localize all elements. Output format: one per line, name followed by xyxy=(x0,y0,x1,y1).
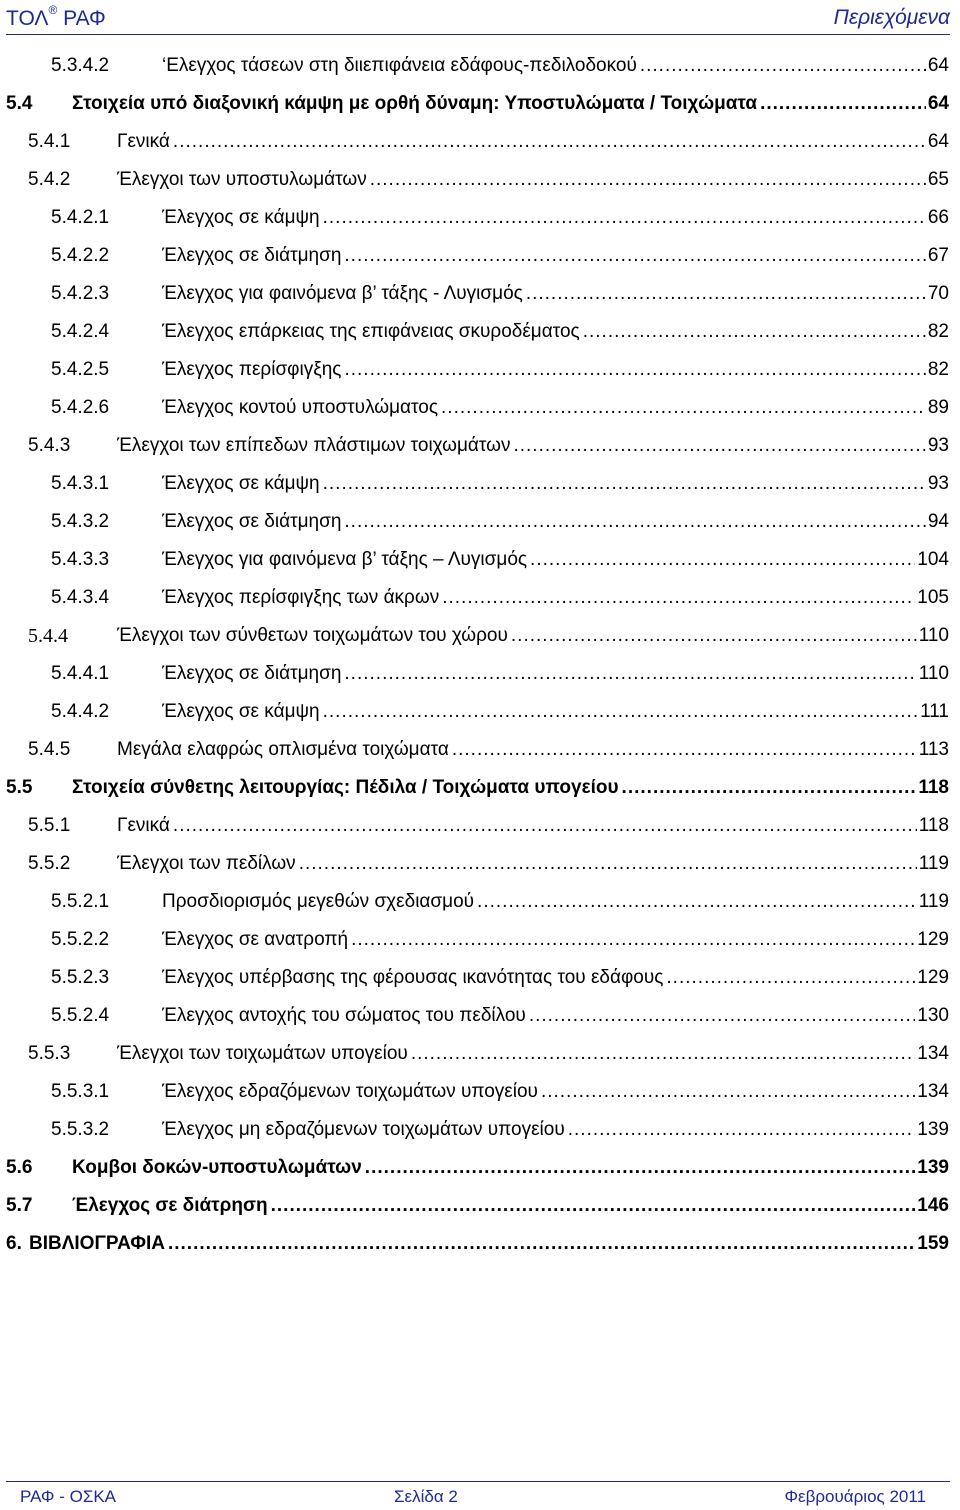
dot-leader xyxy=(271,1192,916,1220)
toc-entry[interactable] xyxy=(0,52,960,80)
toc-entry-title: Έλεγχος υπέρβασης της φέρουσας ικανότητας του εδάφους xyxy=(162,967,664,988)
toc-entry[interactable] xyxy=(0,698,960,726)
toc-entry-title: Στοιχεία υπό διαξονική κάμψη με ορθή δύναμη: Υποστυλώματα / Τοιχώματα xyxy=(72,93,758,114)
toc-entry-body xyxy=(162,52,949,80)
toc-entry-title: Έλεγχος σε διάτμηση xyxy=(162,663,342,684)
toc-entry-page: 119 xyxy=(918,891,949,912)
dot-leader xyxy=(666,964,915,992)
toc-entry-title: Έλεγχος περίσφιγξης xyxy=(162,359,342,380)
toc-entry[interactable] xyxy=(0,508,960,536)
toc-entry-title: Έλεγχος σε ανατροπή xyxy=(162,929,349,950)
toc-entry-page: 104 xyxy=(917,549,949,570)
toc-entry-number: 5.4.2.4 xyxy=(51,321,110,342)
toc-entry-body xyxy=(162,204,949,232)
dot-leader xyxy=(370,166,926,194)
toc-entry-body xyxy=(72,1192,949,1220)
toc-entry-number: 5.4.4.1 xyxy=(51,663,110,684)
toc-entry-page: 110 xyxy=(918,663,949,684)
toc-entry-page: 66 xyxy=(927,207,949,228)
toc-entry-body xyxy=(72,1154,949,1182)
toc-entry-page: 159 xyxy=(917,1233,949,1254)
toc-entry-page: 94 xyxy=(927,511,949,532)
toc-entry-page: 130 xyxy=(917,1005,949,1026)
dot-leader xyxy=(323,698,918,726)
toc-entry-title: ΒΙΒΛΙΟΓΡΑΦΙΑ xyxy=(29,1233,165,1254)
toc-entry-page: 65 xyxy=(927,169,949,190)
toc-entry-number: 5.4.5 xyxy=(28,739,71,760)
toc-entry-title: Έλεγχοι των υποστυλωμάτων xyxy=(117,169,367,190)
toc-entry-body xyxy=(162,280,949,308)
toc-entry[interactable] xyxy=(0,242,960,270)
toc-entry-title: Έλεγχος εδραζόμενων τοιχωμάτων υπογείου xyxy=(162,1081,538,1102)
toc-entry-body xyxy=(162,1078,949,1106)
toc-entry-body xyxy=(117,850,949,878)
dot-leader xyxy=(442,584,915,612)
dot-leader xyxy=(299,850,917,878)
toc-entry[interactable] xyxy=(0,90,960,118)
toc-entry-title: ‘Ελεγχος τάσεων στη διιεπιφάνεια εδάφους-πεδιλοδοκού xyxy=(162,55,637,76)
toc-entry-body xyxy=(162,584,949,612)
toc-entry[interactable] xyxy=(0,964,960,992)
toc-entry-title: Στοιχεία σύνθετης λειτουργίας: Πέδιλα / Τοιχώματα υπογείου xyxy=(72,777,619,798)
toc-entry-title: Έλεγχοι των σύνθετων τοιχωμάτων του χώρου xyxy=(117,625,508,646)
dot-leader xyxy=(526,280,926,308)
toc-entry-body xyxy=(162,546,949,574)
toc-entry[interactable] xyxy=(0,888,960,916)
toc-entry[interactable] xyxy=(0,622,960,650)
footer-org: ΡΑΦ - ΟΣΚΑ xyxy=(20,1487,117,1506)
toc-entry-page: 129 xyxy=(917,929,949,950)
toc-entry-page: 105 xyxy=(917,587,949,608)
dot-leader xyxy=(452,736,917,764)
toc-entry-body xyxy=(162,888,949,916)
header-left xyxy=(6,3,106,31)
toc-entry-number: 5.4.4.2 xyxy=(51,701,110,722)
dot-leader xyxy=(568,1116,916,1144)
toc-entry-page: 82 xyxy=(927,321,949,342)
toc-entry-page: 139 xyxy=(917,1157,949,1178)
toc-entry-number: 5.5.3.2 xyxy=(51,1119,110,1140)
dot-leader xyxy=(344,508,925,536)
toc-entry-body xyxy=(117,812,949,840)
toc-entry-page: 118 xyxy=(918,815,949,836)
toc-entry-number: 5.7 xyxy=(6,1195,33,1216)
toc-entry-title: Προσδιορισμός μεγεθών σχεδιασμού xyxy=(162,891,475,912)
toc-entry-title: Έλεγχος σε διάτρηση xyxy=(72,1195,268,1216)
dot-leader xyxy=(511,622,917,650)
dot-leader xyxy=(323,470,926,498)
toc-entry-page: 139 xyxy=(917,1119,949,1140)
toc-entry-title: Μεγάλα ελαφρώς οπλισμένα τοιχώματα xyxy=(117,739,449,760)
toc-entry-title: Έλεγχος κοντού υποστυλώματος xyxy=(162,397,439,418)
toc-entry-number: 5.4.3.2 xyxy=(51,511,110,532)
toc-entry-page: 64 xyxy=(927,131,949,152)
toc-entry-title: Έλεγχοι των επίπεδων πλάστιμων τοιχωμάτων xyxy=(117,435,511,456)
toc-entry-number: 5.5.2.4 xyxy=(51,1005,110,1026)
toc-entry-number: 5.4.2.3 xyxy=(51,283,110,304)
toc-entry[interactable] xyxy=(0,774,960,802)
toc-entry-page: 67 xyxy=(927,245,949,266)
toc-entry-title: Έλεγχος αντοχής του σώματος του πεδίλου xyxy=(162,1005,526,1026)
toc-entry-body xyxy=(117,1040,949,1068)
page-footer xyxy=(6,1481,950,1510)
toc-entry-body xyxy=(117,432,949,460)
toc-entry-page: 82 xyxy=(927,359,949,380)
toc-entry-body xyxy=(162,394,949,422)
footer-date: Φεβρουάριος 2011 xyxy=(784,1487,926,1506)
toc-entry[interactable] xyxy=(0,280,960,308)
toc-entry[interactable] xyxy=(0,432,960,460)
toc-entry-title: Έλεγχος σε διάτμηση xyxy=(162,245,342,266)
toc-entry-body xyxy=(162,242,949,270)
toc-entry-page: 110 xyxy=(918,625,949,646)
toc-entry-number: 5.4.3.1 xyxy=(51,473,110,494)
toc-entry-number: 5.4 xyxy=(6,93,33,114)
toc-entry[interactable] xyxy=(0,546,960,574)
toc-entry-title: Έλεγχος για φαινόμενα β’ τάξης – Λυγισμός xyxy=(162,549,528,570)
toc-entry[interactable] xyxy=(0,1116,960,1144)
toc-entry-number: 5.4.2.6 xyxy=(51,397,110,418)
toc-entry-body xyxy=(162,318,949,346)
toc-entry[interactable] xyxy=(0,356,960,384)
toc-entry[interactable] xyxy=(0,318,960,346)
toc-entry-page: 93 xyxy=(927,473,949,494)
toc-entry-title: Έλεγχος για φαινόμενα β’ τάξης - Λυγισμός xyxy=(162,283,523,304)
toc-entry[interactable] xyxy=(0,1002,960,1030)
dot-leader xyxy=(530,546,915,574)
toc-entry-title: Έλεγχος σε κάμψη xyxy=(162,701,320,722)
toc-entry-number: 5.4.2.1 xyxy=(51,207,110,228)
dot-leader xyxy=(168,1230,915,1258)
toc-entry-number: 5.5.2 xyxy=(28,853,71,874)
toc-entry-page: 93 xyxy=(927,435,949,456)
header-section-title: Περιεχόμενα xyxy=(833,6,950,29)
header-org-2: ΡΑΦ xyxy=(63,7,106,30)
toc-entry-page: 134 xyxy=(917,1043,949,1064)
dot-leader xyxy=(323,204,926,232)
dot-leader xyxy=(760,90,926,118)
toc-entry[interactable] xyxy=(0,1078,960,1106)
dot-leader xyxy=(351,926,915,954)
toc-entry-title: Έλεγχος επάρκειας της επιφάνειας σκυροδέματος xyxy=(162,321,580,342)
toc-entry-number: 5.4.2 xyxy=(28,169,71,190)
toc-entry-title: Έλεγχοι των πεδίλων xyxy=(117,853,296,874)
toc-entry[interactable] xyxy=(0,204,960,232)
toc-entry-title: Γενικά xyxy=(117,131,170,152)
toc-entry[interactable] xyxy=(0,812,960,840)
toc-entry-title: Έλεγχοι των τοιχωμάτων υπογείου xyxy=(117,1043,408,1064)
toc-entry-number: 5.4.3 xyxy=(28,435,71,456)
toc-entry[interactable] xyxy=(0,1192,960,1220)
dot-leader xyxy=(365,1154,916,1182)
toc-entry[interactable] xyxy=(0,128,960,156)
toc-entry-title: Έλεγχος περίσφιγξης των άκρων xyxy=(162,587,440,608)
toc-entry-number: 5.5.3.1 xyxy=(51,1081,110,1102)
dot-leader xyxy=(344,660,916,688)
registered-mark: ® xyxy=(48,3,58,17)
toc-entry[interactable] xyxy=(0,850,960,878)
toc-entry-number: 5.4.3.3 xyxy=(51,549,110,570)
toc-entry-body xyxy=(162,356,949,384)
toc-entry-page: 70 xyxy=(927,283,949,304)
toc-entry-body xyxy=(72,774,949,802)
toc-entry-page: 119 xyxy=(918,853,949,874)
dot-leader xyxy=(441,394,926,422)
toc-entry-body xyxy=(117,622,949,650)
dot-leader xyxy=(541,1078,915,1106)
header-org: ΤΟΛ xyxy=(6,7,49,30)
toc-entry[interactable] xyxy=(0,926,960,954)
toc-entry-body xyxy=(162,698,949,726)
toc-entry-number: 5.5.2.3 xyxy=(51,967,110,988)
toc-entry-body xyxy=(117,128,949,156)
toc-entry-number: 5.5.1 xyxy=(28,815,71,836)
dot-leader xyxy=(173,812,917,840)
toc-entry-number: 5.4.2.5 xyxy=(51,359,110,380)
toc-entry-title: Γενικά xyxy=(117,815,170,836)
toc-entry-body xyxy=(162,508,949,536)
toc-entry-title: Έλεγχος σε διάτμηση xyxy=(162,511,342,532)
toc-entry-page: 118 xyxy=(918,777,949,798)
toc-entry-number: 5.5 xyxy=(6,777,33,798)
toc-entry-body xyxy=(29,1230,949,1258)
dot-leader xyxy=(344,242,925,270)
toc-entry[interactable] xyxy=(0,470,960,498)
toc-entry[interactable] xyxy=(0,1040,960,1068)
toc-entry-body xyxy=(72,90,949,118)
toc-entry-body xyxy=(162,964,949,992)
toc-entry-body xyxy=(117,736,949,764)
toc-entry-body xyxy=(162,470,949,498)
dot-leader xyxy=(173,128,926,156)
dot-leader xyxy=(344,356,925,384)
toc-entry-number: 5.4.3.4 xyxy=(51,587,110,608)
toc-entry[interactable] xyxy=(0,736,960,764)
footer-page-number: Σελίδα 2 xyxy=(394,1487,458,1506)
toc-entry-body xyxy=(162,1002,949,1030)
toc-entry-title: Έλεγχος σε κάμψη xyxy=(162,207,320,228)
toc-entry[interactable] xyxy=(0,394,960,422)
toc-entry-number: 5.4.1 xyxy=(28,131,71,152)
toc-entry-page: 113 xyxy=(918,739,949,760)
toc-entry-page: 146 xyxy=(917,1195,949,1216)
toc-entry-body xyxy=(162,1116,949,1144)
toc-entry-number: 5.4.4 xyxy=(28,625,68,647)
toc-entry-number: 6. xyxy=(6,1233,22,1254)
toc-entry-page: 64 xyxy=(927,55,949,76)
toc-entry[interactable] xyxy=(0,1154,960,1182)
toc-entry-page: 64 xyxy=(927,93,949,114)
toc-entry-page: 134 xyxy=(917,1081,949,1102)
toc-entry-number: 5.3.4.2 xyxy=(51,55,110,76)
dot-leader xyxy=(583,318,926,346)
dot-leader xyxy=(513,432,925,460)
toc-entry-body xyxy=(162,926,949,954)
toc-entry-page: 89 xyxy=(927,397,949,418)
toc-entry-page: 111 xyxy=(920,701,949,722)
toc-entry-title: Έλεγχος σε κάμψη xyxy=(162,473,320,494)
toc-entry-number: 5.5.3 xyxy=(28,1043,71,1064)
page-header xyxy=(6,4,950,35)
toc-entry[interactable] xyxy=(0,1230,960,1258)
toc-entry-number: 5.4.2.2 xyxy=(51,245,110,266)
dot-leader xyxy=(411,1040,915,1068)
dot-leader xyxy=(640,52,926,80)
toc-entry[interactable] xyxy=(0,166,960,194)
toc-entry-number: 5.5.2.1 xyxy=(51,891,110,912)
toc-entry-title: Κομβοι δοκών-υποστυλωμάτων xyxy=(72,1157,362,1178)
toc-entry-body xyxy=(117,166,949,194)
toc-entry[interactable] xyxy=(0,660,960,688)
toc-entry-number: 5.5.2.2 xyxy=(51,929,110,950)
toc-entry-body xyxy=(162,660,949,688)
toc-entry-title: Έλεγχος μη εδραζόμενων τοιχωμάτων υπογείου xyxy=(162,1119,565,1140)
toc-entry[interactable] xyxy=(0,584,960,612)
dot-leader xyxy=(622,774,917,802)
toc-entry-page: 129 xyxy=(917,967,949,988)
dot-leader xyxy=(529,1002,915,1030)
toc-entry-number: 5.6 xyxy=(6,1157,33,1178)
dot-leader xyxy=(477,888,917,916)
